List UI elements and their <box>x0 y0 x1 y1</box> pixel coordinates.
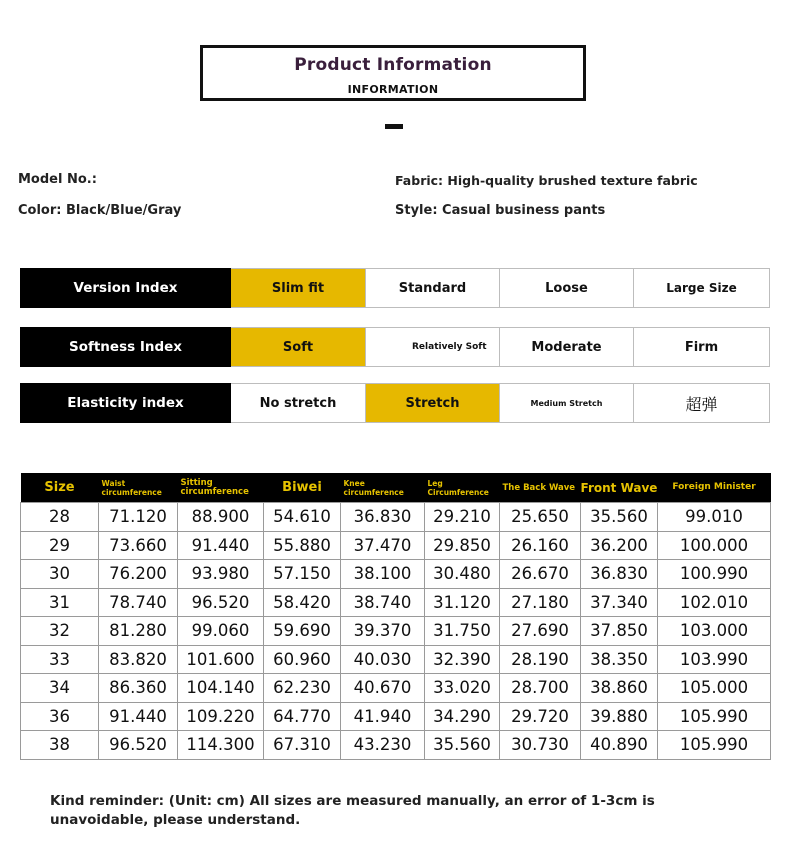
table-cell: 28.700 <box>500 674 581 703</box>
table-cell: 38.860 <box>581 674 658 703</box>
table-cell: 31 <box>21 588 99 617</box>
table-cell: 101.600 <box>178 645 264 674</box>
elasticity-index-label: Elasticity index <box>20 383 231 423</box>
table-row <box>21 617 771 646</box>
table-cell: 33 <box>21 645 99 674</box>
header-foreign-minister: Foreign Minister <box>658 473 771 503</box>
table-cell: 91.440 <box>99 702 178 731</box>
table-row <box>21 588 771 617</box>
header-front-wave: Front Wave <box>581 473 658 503</box>
softness-index-label: Softness Index <box>20 327 231 367</box>
size-table-header-row <box>21 473 771 503</box>
version-option-large-size: Large Size <box>634 268 770 308</box>
header-sitting: Sitting circumference <box>178 473 264 503</box>
table-row <box>21 702 771 731</box>
table-cell: 40.030 <box>341 645 425 674</box>
softness-option-soft: Soft <box>231 327 366 367</box>
table-cell: 78.740 <box>99 588 178 617</box>
table-cell: 109.220 <box>178 702 264 731</box>
table-cell: 81.280 <box>99 617 178 646</box>
color-info: Color: Black/Blue/Gray <box>18 203 182 218</box>
table-cell: 34 <box>21 674 99 703</box>
table-cell: 103.990 <box>658 645 771 674</box>
table-cell: 67.310 <box>264 731 341 760</box>
table-cell: 59.690 <box>264 617 341 646</box>
table-cell: 114.300 <box>178 731 264 760</box>
softness-option-moderate: Moderate <box>500 327 634 367</box>
table-cell: 99.060 <box>178 617 264 646</box>
product-info-header <box>200 45 586 101</box>
table-cell: 60.960 <box>264 645 341 674</box>
table-cell: 26.160 <box>500 531 581 560</box>
table-row <box>21 531 771 560</box>
table-cell: 54.610 <box>264 503 341 532</box>
page-subtitle: INFORMATION <box>347 83 439 96</box>
table-cell: 32.390 <box>425 645 500 674</box>
table-row <box>21 731 771 760</box>
table-cell: 76.200 <box>99 560 178 589</box>
table-cell: 30.480 <box>425 560 500 589</box>
table-cell: 104.140 <box>178 674 264 703</box>
style-info: Style: Casual business pants <box>395 203 606 218</box>
table-cell: 36.830 <box>581 560 658 589</box>
table-cell: 38 <box>21 731 99 760</box>
table-cell: 37.850 <box>581 617 658 646</box>
table-cell: 29 <box>21 531 99 560</box>
table-cell: 39.880 <box>581 702 658 731</box>
table-cell: 58.420 <box>264 588 341 617</box>
table-cell: 31.750 <box>425 617 500 646</box>
table-cell: 96.520 <box>178 588 264 617</box>
version-option-standard: Standard <box>366 268 500 308</box>
table-row <box>21 674 771 703</box>
version-index-label: Version Index <box>20 268 231 308</box>
fabric-info: Fabric: High-quality brushed texture fabric <box>395 173 698 188</box>
table-cell: 31.120 <box>425 588 500 617</box>
table-cell: 36.830 <box>341 503 425 532</box>
table-cell: 30.730 <box>500 731 581 760</box>
table-cell: 35.560 <box>581 503 658 532</box>
table-cell: 25.650 <box>500 503 581 532</box>
header-knee: Knee circumference <box>341 473 425 503</box>
table-cell: 38.740 <box>341 588 425 617</box>
model-number: Model No.: <box>18 172 97 187</box>
elasticity-option-no-stretch: No stretch <box>231 383 366 423</box>
softness-option-relatively-soft: Relatively Soft <box>366 327 500 367</box>
table-cell: 29.210 <box>425 503 500 532</box>
table-cell: 62.230 <box>264 674 341 703</box>
table-cell: 37.470 <box>341 531 425 560</box>
table-cell: 35.560 <box>425 731 500 760</box>
table-cell: 105.990 <box>658 731 771 760</box>
table-row <box>21 503 771 532</box>
table-cell: 105.990 <box>658 702 771 731</box>
table-cell: 28.190 <box>500 645 581 674</box>
table-cell: 43.230 <box>341 731 425 760</box>
table-cell: 88.900 <box>178 503 264 532</box>
table-row <box>21 560 771 589</box>
elasticity-option-super-stretch: 超弹 <box>634 383 770 423</box>
version-option-loose: Loose <box>500 268 634 308</box>
table-cell: 34.290 <box>425 702 500 731</box>
header-size: Size <box>21 473 99 503</box>
table-cell: 38.350 <box>581 645 658 674</box>
table-cell: 36.200 <box>581 531 658 560</box>
table-row <box>21 645 771 674</box>
table-cell: 96.520 <box>99 731 178 760</box>
table-cell: 30 <box>21 560 99 589</box>
table-cell: 99.010 <box>658 503 771 532</box>
page-title: Product Information <box>294 55 492 75</box>
version-option-slim-fit: Slim fit <box>231 268 366 308</box>
table-cell: 105.000 <box>658 674 771 703</box>
table-cell: 36 <box>21 702 99 731</box>
table-cell: 86.360 <box>99 674 178 703</box>
table-cell: 91.440 <box>178 531 264 560</box>
kind-reminder-note: Kind reminder: (Unit: cm) All sizes are measured manually, an error of 1-3cm is unavoidable, please understand. <box>50 793 655 828</box>
table-cell: 33.020 <box>425 674 500 703</box>
elasticity-option-medium-stretch: Medium Stretch <box>500 383 634 423</box>
table-cell: 103.000 <box>658 617 771 646</box>
table-cell: 26.670 <box>500 560 581 589</box>
table-cell: 100.000 <box>658 531 771 560</box>
table-cell: 39.370 <box>341 617 425 646</box>
elasticity-index-row <box>20 383 770 423</box>
table-cell: 37.340 <box>581 588 658 617</box>
header-biwei: Biwei <box>264 473 341 503</box>
elasticity-option-stretch: Stretch <box>366 383 500 423</box>
table-cell: 40.890 <box>581 731 658 760</box>
size-table <box>20 473 771 760</box>
table-cell: 29.720 <box>500 702 581 731</box>
table-cell: 27.180 <box>500 588 581 617</box>
header-leg: Leg Circumference <box>425 473 500 503</box>
softness-option-firm: Firm <box>634 327 770 367</box>
table-cell: 38.100 <box>341 560 425 589</box>
header-back-wave: The Back Wave <box>500 473 581 503</box>
table-cell: 64.770 <box>264 702 341 731</box>
version-index-row <box>20 268 770 308</box>
table-cell: 102.010 <box>658 588 771 617</box>
table-cell: 55.880 <box>264 531 341 560</box>
table-cell: 41.940 <box>341 702 425 731</box>
table-cell: 27.690 <box>500 617 581 646</box>
table-cell: 57.150 <box>264 560 341 589</box>
divider-dash <box>385 124 403 129</box>
table-cell: 71.120 <box>99 503 178 532</box>
table-cell: 100.990 <box>658 560 771 589</box>
table-cell: 73.660 <box>99 531 178 560</box>
header-waist: Waist circumference <box>99 473 178 503</box>
table-cell: 29.850 <box>425 531 500 560</box>
table-cell: 32 <box>21 617 99 646</box>
table-cell: 40.670 <box>341 674 425 703</box>
softness-index-row <box>20 327 770 367</box>
table-cell: 93.980 <box>178 560 264 589</box>
table-cell: 83.820 <box>99 645 178 674</box>
table-cell: 28 <box>21 503 99 532</box>
